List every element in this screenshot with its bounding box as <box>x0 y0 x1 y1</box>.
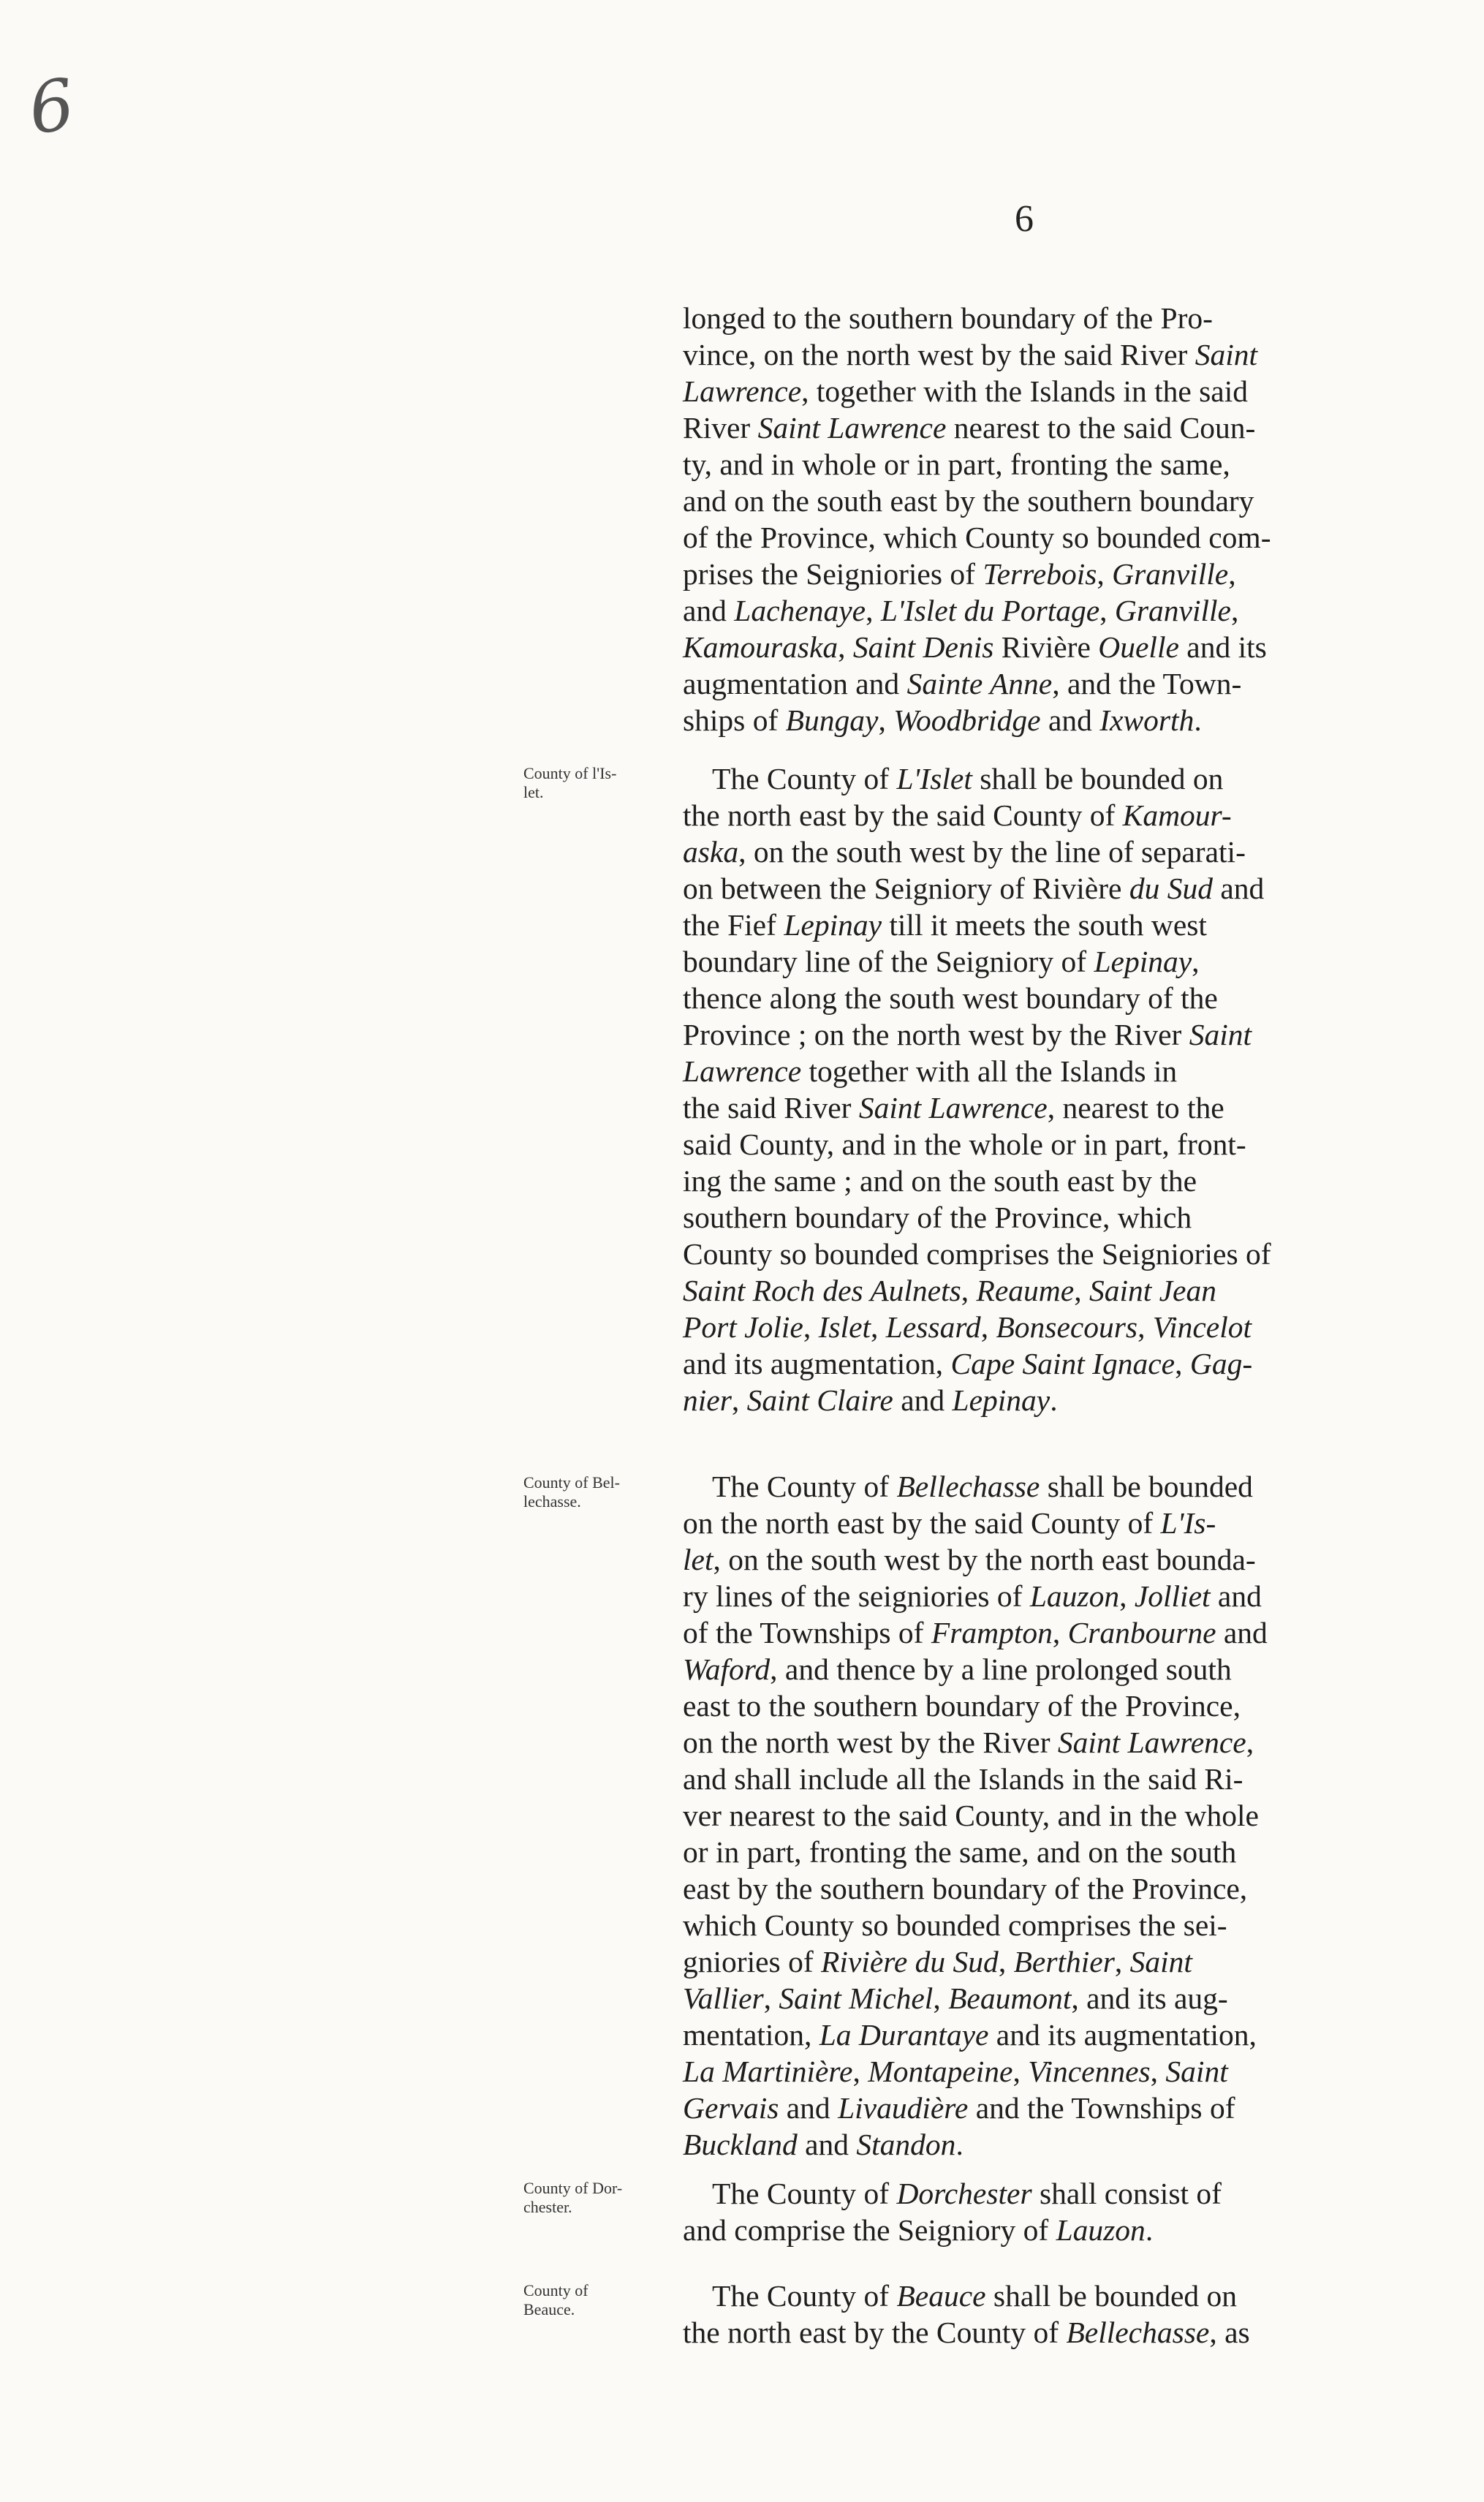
text-line: County so bounded comprises the Seigniories of <box>683 1237 1271 1271</box>
text-line: ing the same ; and on the south east by the <box>683 1164 1197 1198</box>
text-line: Vallier, Saint Michel, Beaumont, and its aug- <box>683 1981 1228 2015</box>
text-line: and its augmentation, Cape Saint Ignace, Gag- <box>683 1347 1253 1380</box>
paragraph-body <box>683 2278 1377 2351</box>
text-line: ships of Bungay, Woodbridge and Ixworth. <box>683 703 1202 737</box>
paragraph-dorchester <box>683 2175 1377 2248</box>
text-line: and comprise the Seigniory of Lauzon. <box>683 2213 1154 2247</box>
text-line: ver nearest to the said County, and in the whole <box>683 1799 1259 1832</box>
text-line: augmentation and Sainte Anne, and the Town- <box>683 667 1242 700</box>
text-line: the north east by the County of Bellechasse, as <box>683 2316 1250 2349</box>
text-line: aska, on the south west by the line of separati- <box>683 835 1246 869</box>
text-line: Province ; on the north west by the River Saint <box>683 1018 1252 1051</box>
paragraph-body <box>683 760 1377 1418</box>
text-line: The County of Beauce shall be bounded on <box>712 2279 1238 2313</box>
text-line: the said River Saint Lawrence, nearest to the <box>683 1091 1224 1125</box>
margin-note-dorchester: County of Dor-chester. <box>523 2179 623 2216</box>
text-line: of the Townships of Frampton, Cranbourne and <box>683 1616 1268 1649</box>
text-line: Port Jolie, Islet, Lessard, Bonsecours, Vincelot <box>683 1310 1252 1344</box>
text-line: vince, on the north west by the said River Saint <box>683 338 1258 371</box>
paragraph-continuation <box>683 300 1377 738</box>
text-line: on the north west by the River Saint Lawrence, <box>683 1726 1254 1759</box>
paragraph-lislet <box>683 760 1377 1418</box>
text-line: The County of L'Islet shall be bounded on <box>712 762 1224 795</box>
text-line: Saint Roch des Aulnets, Reaume, Saint Jean <box>683 1274 1216 1307</box>
text-line: La Martinière, Montapeine, Vincennes, Saint <box>683 2055 1228 2088</box>
text-line: nier, Saint Claire and Lepinay. <box>683 1383 1058 1417</box>
text-line: The County of Bellechasse shall be bounded <box>712 1470 1253 1503</box>
handwritten-page-number: 6 <box>23 63 80 151</box>
text-line: or in part, fronting the same, and on the south <box>683 1835 1237 1869</box>
text-line: The County of Dorchester shall consist of <box>712 2177 1222 2210</box>
text-line: Lawrence, together with the Islands in the said <box>683 374 1248 408</box>
text-line: said County, and in the whole or in part, front- <box>683 1127 1246 1161</box>
text-line: on between the Seigniory of Rivière du Sud and <box>683 872 1265 905</box>
paragraph-body <box>683 300 1377 738</box>
text-line: Gervais and Livaudière and the Townships of <box>683 2091 1235 2125</box>
paragraph-beauce <box>683 2278 1377 2351</box>
text-line: east by the southern boundary of the Province, <box>683 1872 1248 1905</box>
text-line: Lawrence together with all the Islands in <box>683 1054 1178 1088</box>
paragraph-body <box>683 2175 1377 2248</box>
text-line: ty, and in whole or in part, fronting the same, <box>683 447 1230 481</box>
text-line: longed to the southern boundary of the Pro- <box>683 301 1213 335</box>
text-line: and on the south east by the southern boundary <box>683 484 1254 518</box>
paragraph-body <box>683 1468 1377 2163</box>
text-line: east to the southern boundary of the Province, <box>683 1689 1241 1723</box>
paragraph-bellechasse <box>683 1468 1377 2163</box>
text-line: prises the Seigniories of Terrebois, Granville, <box>683 557 1236 591</box>
text-line: Buckland and Standon. <box>683 2128 964 2161</box>
text-line: mentation, La Durantaye and its augmentation, <box>683 2018 1257 2052</box>
text-line: thence along the south west boundary of the <box>683 981 1218 1015</box>
text-line: and shall include all the Islands in the said Ri- <box>683 1762 1243 1796</box>
margin-note-beauce: County of Beauce. <box>523 2281 588 2318</box>
page-number: 6 <box>1015 198 1034 240</box>
text-line: on the north east by the said County of L'Is- <box>683 1506 1216 1540</box>
text-line: let, on the south west by the north east bounda- <box>683 1543 1256 1576</box>
text-line: southern boundary of the Province, which <box>683 1201 1192 1234</box>
text-line: ry lines of the seigniories of Lauzon, Jolliet and <box>683 1579 1262 1613</box>
text-line: of the Province, which County so bounded com- <box>683 521 1271 554</box>
text-line: which County so bounded comprises the sei- <box>683 1908 1227 1942</box>
text-line: boundary line of the Seigniory of Lepinay, <box>683 945 1200 978</box>
text-line: the Fief Lepinay till it meets the south west <box>683 908 1207 942</box>
text-line: Kamouraska, Saint Denis Rivière Ouelle and its <box>683 630 1267 664</box>
margin-note-lislet: County of l'Is-let. <box>523 764 617 801</box>
text-line: gniories of Rivière du Sud, Berthier, Saint <box>683 1945 1192 1978</box>
margin-note-bellechasse: County of Bel-lechasse. <box>523 1473 620 1511</box>
text-line: River Saint Lawrence nearest to the said Coun- <box>683 411 1256 445</box>
text-line: the north east by the said County of Kamour- <box>683 798 1232 832</box>
text-line: Waford, and thence by a line prolonged south <box>683 1652 1232 1686</box>
text-line: and Lachenaye, L'Islet du Portage, Granville, <box>683 594 1239 627</box>
